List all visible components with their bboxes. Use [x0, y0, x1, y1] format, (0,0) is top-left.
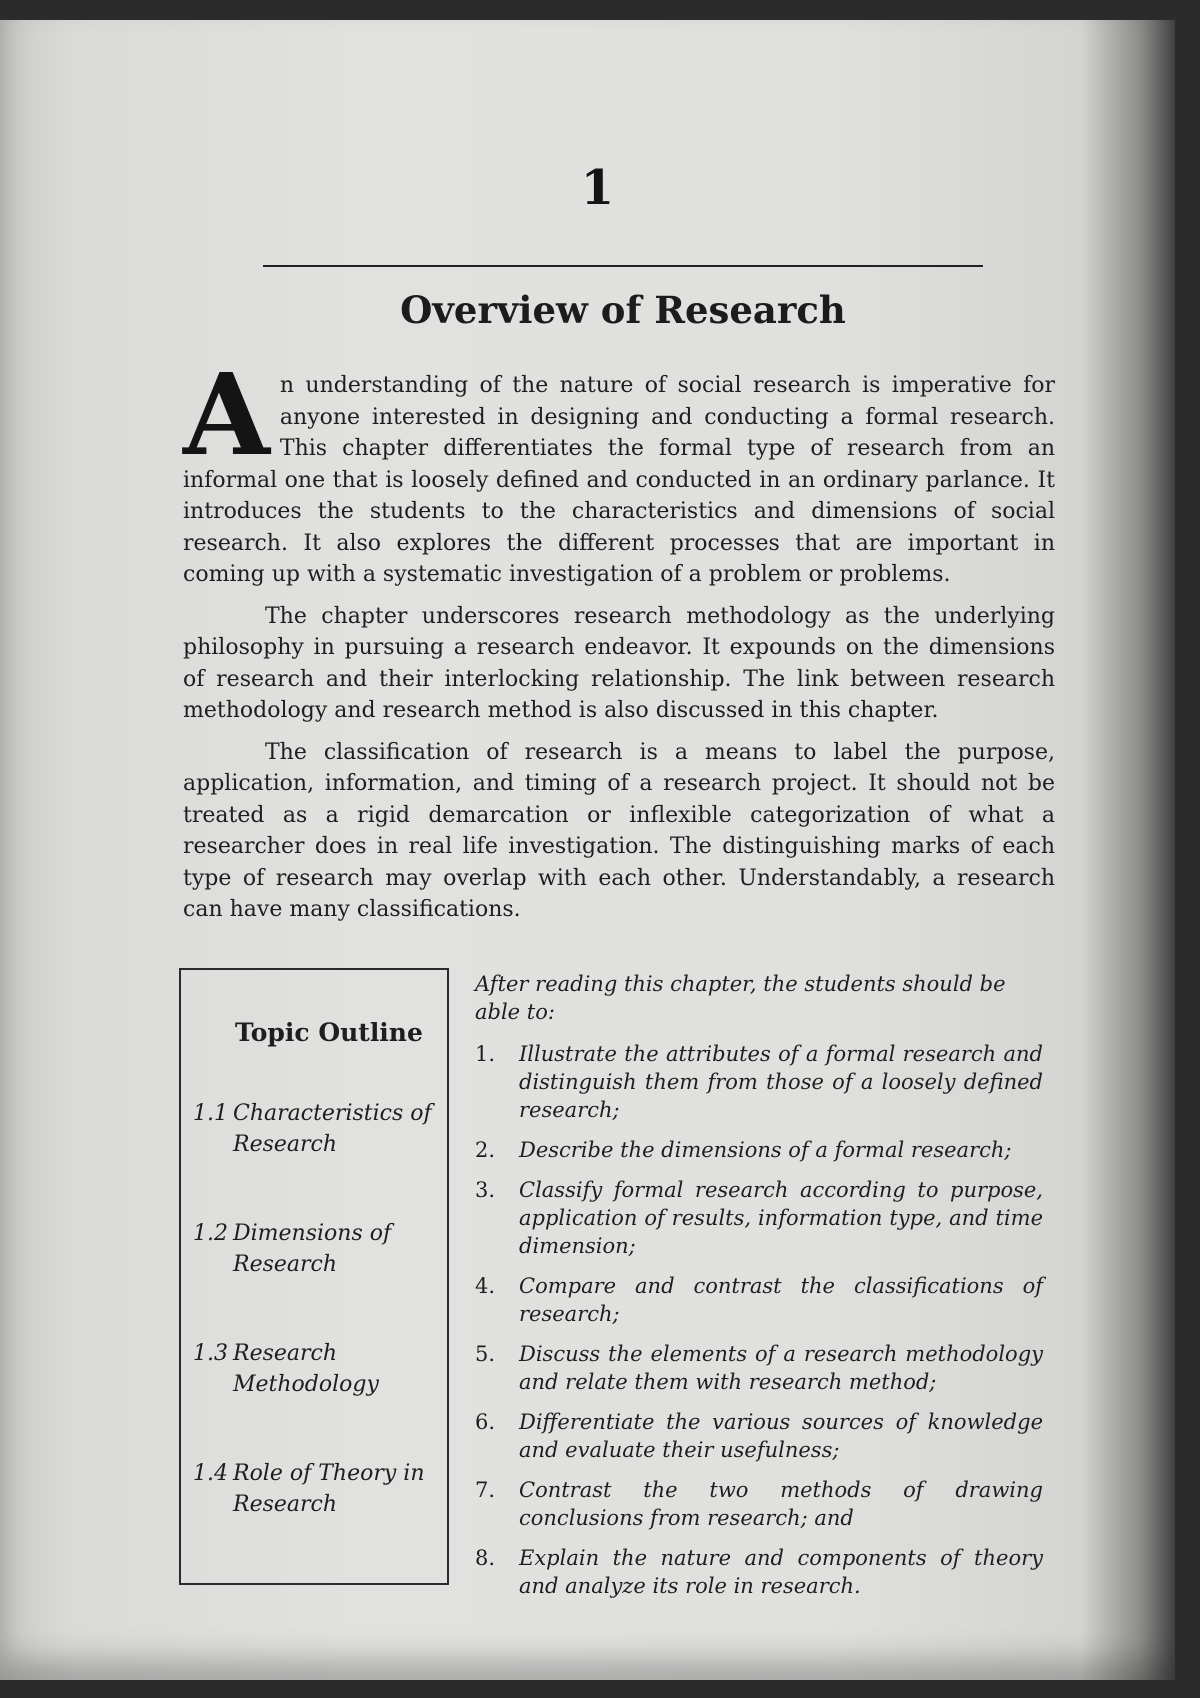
objective-item	[475, 1544, 1043, 1600]
outline-item-line2: Research	[233, 1132, 338, 1157]
title-rule	[263, 265, 983, 267]
outline-item-number: 1.3	[193, 1341, 228, 1366]
objective-number: 8.	[475, 1546, 496, 1570]
drop-cap: A	[183, 350, 270, 481]
outline-item	[193, 1338, 433, 1400]
objective-number: 1.	[475, 1042, 496, 1066]
objective-number: 4.	[475, 1274, 496, 1298]
outline-item-line1: Characteristics of	[233, 1101, 432, 1126]
objective-item	[475, 1340, 1043, 1396]
objective-number: 6.	[475, 1410, 496, 1434]
outline-item-line1: Role of Theory in	[233, 1461, 425, 1486]
outline-item	[193, 1098, 433, 1160]
learning-objectives	[475, 970, 1043, 1612]
outline-item-line1: Research	[233, 1341, 338, 1366]
objective-text: Discuss the elements of a research methodology and relate them with research method;	[519, 1342, 1043, 1394]
objective-number: 5.	[475, 1342, 496, 1366]
objective-text: Compare and contrast the classifications of research;	[519, 1274, 1043, 1326]
objective-item	[475, 1176, 1043, 1260]
objective-item	[475, 1272, 1043, 1328]
outline-item-number: 1.4	[193, 1461, 228, 1486]
topic-outline-title: Topic Outline	[235, 1018, 423, 1047]
objective-number: 2.	[475, 1138, 496, 1162]
objective-text: Differentiate the various sources of knowledge and evaluate their usefulness;	[519, 1410, 1043, 1462]
objective-item	[475, 1408, 1043, 1464]
objective-text: Explain the nature and components of theory and analyze its role in research.	[519, 1546, 1043, 1598]
outline-item-line2: Research	[233, 1252, 338, 1277]
book-page	[0, 20, 1175, 1680]
intro-paragraph-2: The chapter underscores research methodology as the underlying philosophy in pursuing a research endeavor. It expounds on the dimensions of research and their interlocking relationship. The link between research methodology and research method is also discussed in this chapter.	[183, 603, 1055, 723]
outline-item	[193, 1218, 433, 1280]
objective-number: 7.	[475, 1478, 496, 1502]
objective-item	[475, 1136, 1043, 1164]
outline-item-number: 1.1	[193, 1101, 228, 1126]
objective-text: Illustrate the attributes of a formal research and distinguish them from those of a loosely defined research;	[519, 1042, 1043, 1122]
chapter-number: 1	[580, 160, 615, 216]
intro-paragraph-3: The classification of research is a means to label the purpose, application, information, and timing of a research project. It should not be treated as a rigid demarcation or inflexible categorization of what a researcher does in real life investigation. The distinguishing marks of each type of research may overlap with each other. Understandably, a research can have many classifications.	[183, 739, 1055, 922]
intro-paragraph-1-text: n understanding of the nature of social research is imperative for anyone interested in designing and conducting a formal research. This chapter differentiates the formal type of research from an informal one that is loosely defined and conducted in an ordinary parlance. It introduces the students to the characteristics and dimensions of social research. It also explores the different processes that are important in coming up with a systematic investigation of a problem or problems.	[183, 373, 1055, 587]
outline-item-line1: Dimensions of	[233, 1221, 392, 1246]
objectives-intro: After reading this chapter, the students should be able to:	[475, 972, 1006, 1024]
objective-text: Contrast the two methods of drawing conclusions from research; and	[519, 1478, 1043, 1530]
objective-item	[475, 1040, 1043, 1124]
intro-text	[183, 350, 1055, 936]
objective-text: Describe the dimensions of a formal research;	[519, 1138, 1012, 1162]
topic-outline-box	[179, 968, 449, 1585]
chapter-title: Overview of Research	[400, 288, 846, 332]
objective-item	[475, 1476, 1043, 1532]
outline-item-line2: Research	[233, 1492, 338, 1517]
outline-item	[193, 1458, 433, 1520]
objective-text: Classify formal research according to purpose, application of results, information type, and time dimension;	[519, 1178, 1043, 1258]
objective-number: 3.	[475, 1178, 496, 1202]
outline-item-number: 1.2	[193, 1221, 228, 1246]
outline-item-line2: Methodology	[233, 1372, 379, 1397]
objectives-list	[475, 1040, 1043, 1600]
intro-paragraph-1	[183, 350, 1055, 591]
